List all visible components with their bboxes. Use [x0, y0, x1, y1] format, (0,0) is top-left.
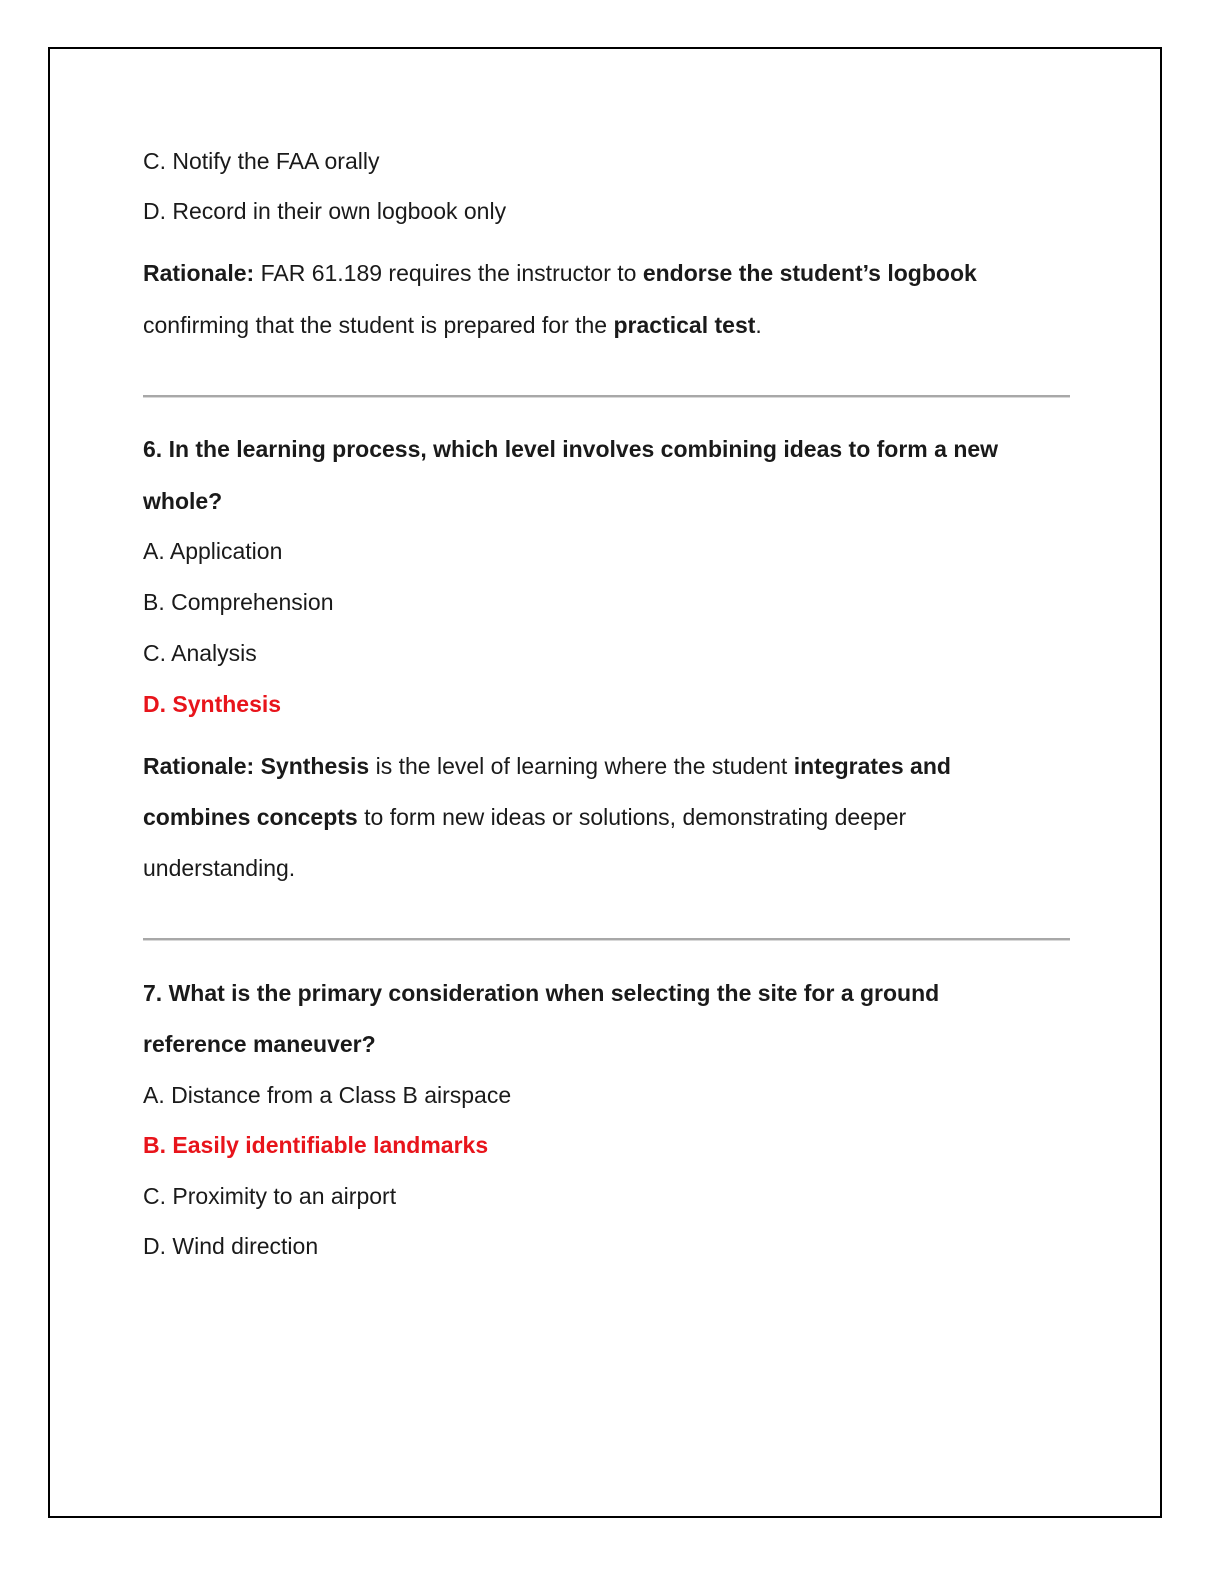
q5-option-d: D. Record in their own logbook only	[143, 198, 507, 224]
section-divider	[143, 938, 1070, 940]
q6-rationale-line3: understanding.	[143, 855, 296, 881]
rationale-text: confirming that the student is prepared for the	[143, 312, 614, 338]
rationale-text: is the level of learning where the student	[369, 753, 794, 779]
q7-question-line1: 7. What is the primary consideration when selecting the site for a ground	[143, 980, 940, 1006]
q6-option-d-correct: D. Synthesis	[143, 691, 282, 717]
q6-rationale-line2	[143, 802, 906, 832]
q7-option-b-correct: B. Easily identifiable landmarks	[143, 1132, 489, 1158]
rationale-emphasis: practical test	[613, 312, 756, 338]
q7-option-d: D. Wind direction	[143, 1233, 319, 1259]
rationale-emphasis: endorse the student’s logbook	[642, 260, 977, 286]
rationale-emphasis: combines concepts	[143, 804, 358, 830]
q5-rationale-line1	[143, 258, 977, 288]
q6-question-line2: whole?	[143, 488, 223, 514]
q6-option-a: A. Application	[143, 538, 283, 564]
q7-option-c: C. Proximity to an airport	[143, 1183, 397, 1209]
rationale-emphasis: integrates and	[793, 753, 951, 779]
rationale-label: Rationale:	[143, 260, 255, 286]
rationale-text: FAR 61.189 requires the instructor to	[254, 260, 643, 286]
q7-question-line2: reference maneuver?	[143, 1031, 376, 1057]
q6-option-b: B. Comprehension	[143, 589, 334, 615]
q5-option-c: C. Notify the FAA orally	[143, 148, 380, 174]
section-divider	[143, 395, 1070, 397]
q7-option-a: A. Distance from a Class B airspace	[143, 1082, 512, 1108]
rationale-label: Rationale: Synthesis	[143, 753, 370, 779]
q5-rationale-line2	[143, 310, 762, 340]
q6-option-c: C. Analysis	[143, 640, 257, 666]
q6-question-line1: 6. In the learning process, which level involves combining ideas to form a new	[143, 436, 999, 462]
rationale-text: .	[755, 312, 762, 338]
rationale-text: to form new ideas or solutions, demonstrating deeper	[357, 804, 907, 830]
q6-rationale-line1	[143, 751, 951, 781]
